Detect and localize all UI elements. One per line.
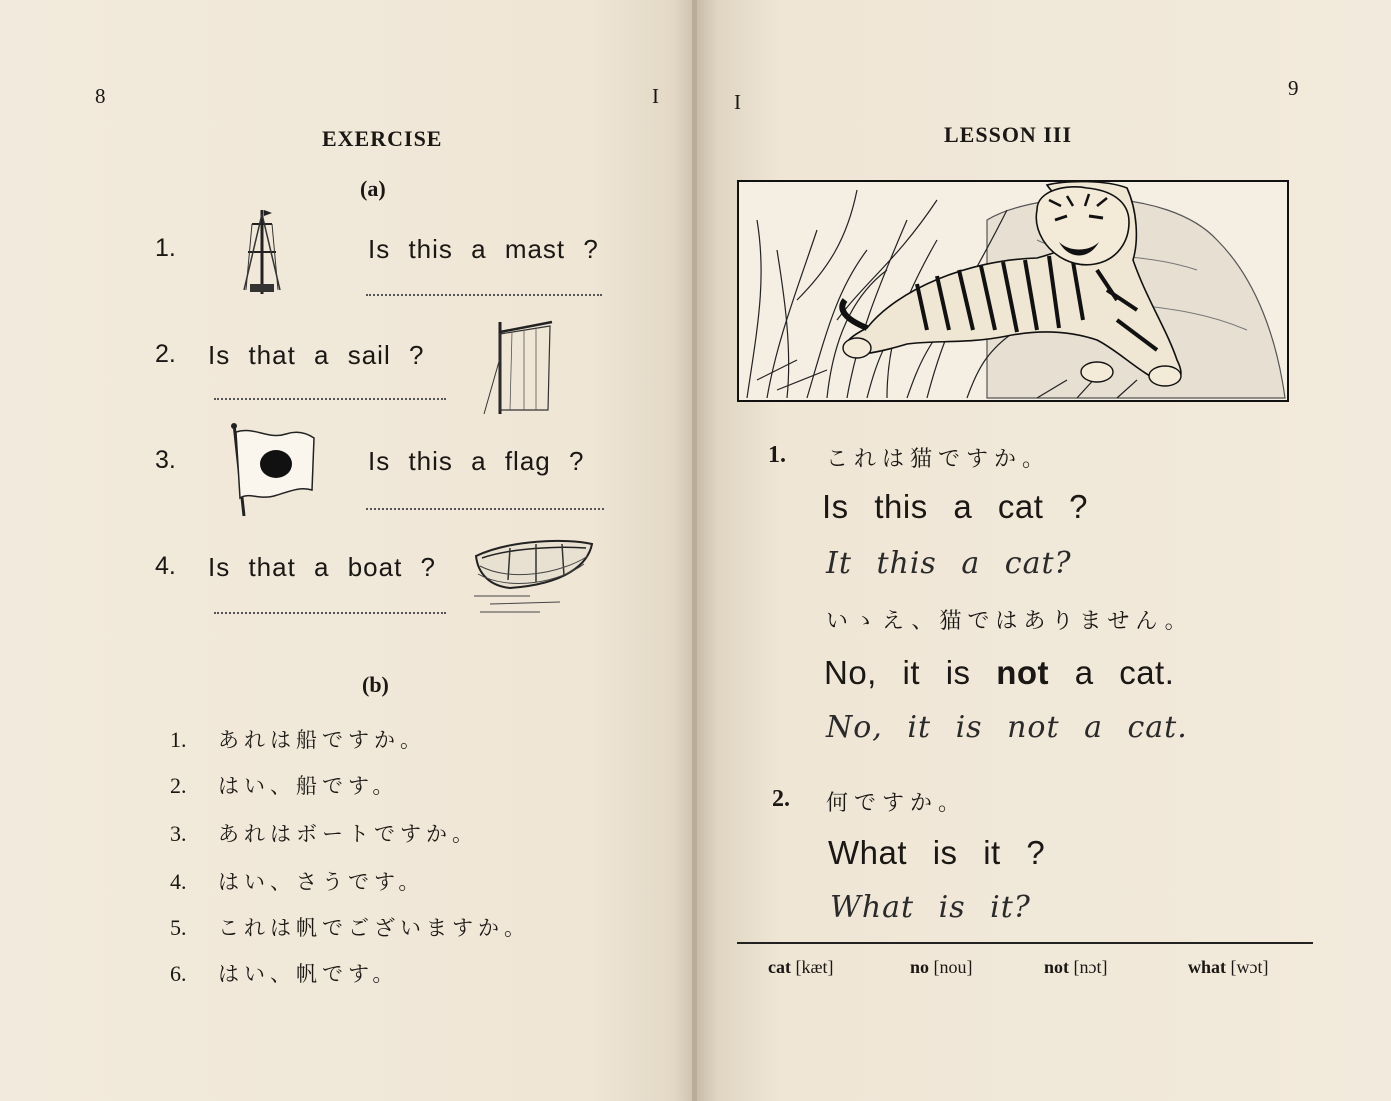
page-number: 8 [95, 84, 106, 108]
list-number: 2. [170, 773, 187, 798]
boat-icon [470, 534, 596, 620]
vocabulary-word: what [1188, 957, 1227, 977]
list-number: 1. [170, 727, 187, 752]
exercise-question: Is this a flag ? [368, 446, 585, 476]
japanese-answer: いゝえ、猫ではありません。 [826, 609, 1193, 634]
list-number: 5. [170, 915, 187, 940]
vocabulary-pronunciation: [nɔt] [1073, 957, 1108, 977]
japanese-question: 何ですか。 [826, 791, 967, 816]
exercise-number: 1. [155, 234, 176, 262]
exercise-number: 3. [155, 446, 176, 474]
english-question: Is this a cat ? [822, 488, 1088, 525]
part-a-label: (a) [360, 176, 386, 201]
vocabulary-word: cat [768, 957, 791, 977]
flag-icon [224, 420, 318, 518]
answer-text: No, it is [824, 654, 971, 691]
vocabulary-item [910, 957, 973, 978]
script-answer: No, it is not a cat. [826, 710, 1188, 745]
vocabulary-word: no [910, 957, 930, 977]
lesson-number: 2. [772, 786, 790, 812]
running-head: I [652, 84, 659, 108]
lesson-title: LESSON III [944, 122, 1073, 147]
answer-line [214, 398, 446, 400]
running-head: I [734, 90, 741, 114]
answer-line [366, 508, 604, 510]
vocabulary-item [1188, 957, 1269, 978]
list-item [170, 912, 530, 942]
list-text: あれはボートですか。 [218, 822, 478, 846]
left-page [0, 0, 694, 1101]
list-number: 3. [170, 821, 187, 846]
list-item [170, 724, 426, 754]
answer-emphasis: not [996, 654, 1050, 691]
page-number: 9 [1288, 76, 1299, 100]
section-title: EXERCISE [322, 126, 443, 151]
list-text: はい、帆です。 [218, 962, 399, 986]
english-answer [824, 654, 1174, 692]
exercise-question: Is that a sail ? [208, 340, 425, 370]
vocabulary-pronunciation: [wɔt] [1230, 957, 1269, 977]
exercise-question: Is that a boat ? [208, 552, 437, 582]
vocabulary-item [1044, 957, 1108, 978]
list-text: はい、さうです。 [218, 870, 425, 894]
script-question: It this a cat? [826, 546, 1072, 581]
answer-line [214, 612, 446, 614]
list-text: あれは船ですか。 [218, 728, 426, 752]
english-question: What is it ? [828, 834, 1046, 871]
list-item [170, 958, 398, 988]
list-item [170, 866, 424, 896]
list-text: はい、船です。 [218, 774, 399, 798]
vocabulary-word: not [1044, 957, 1070, 977]
tiger-icon [737, 180, 1289, 402]
exercise-number: 4. [155, 552, 176, 580]
exercise-question: Is this a mast ? [368, 234, 599, 264]
vocabulary-pronunciation: [nou] [933, 957, 973, 977]
mast-icon [238, 204, 284, 300]
list-item [170, 818, 478, 848]
lesson-number: 1. [768, 442, 786, 468]
japanese-question: これは猫ですか。 [826, 447, 1051, 472]
answer-line [366, 294, 602, 296]
list-text: これは帆でございますか。 [218, 916, 530, 940]
answer-text: a cat. [1074, 654, 1175, 691]
list-number: 4. [170, 869, 187, 894]
list-item [170, 770, 398, 800]
vocabulary-rule [737, 942, 1313, 944]
part-b-label: (b) [362, 672, 389, 697]
vocabulary-item [768, 957, 833, 978]
list-number: 6. [170, 961, 187, 986]
vocabulary-pronunciation: [kæt] [795, 957, 834, 977]
script-question: What is it? [830, 890, 1031, 925]
sail-icon [478, 318, 560, 418]
exercise-number: 2. [155, 340, 176, 368]
